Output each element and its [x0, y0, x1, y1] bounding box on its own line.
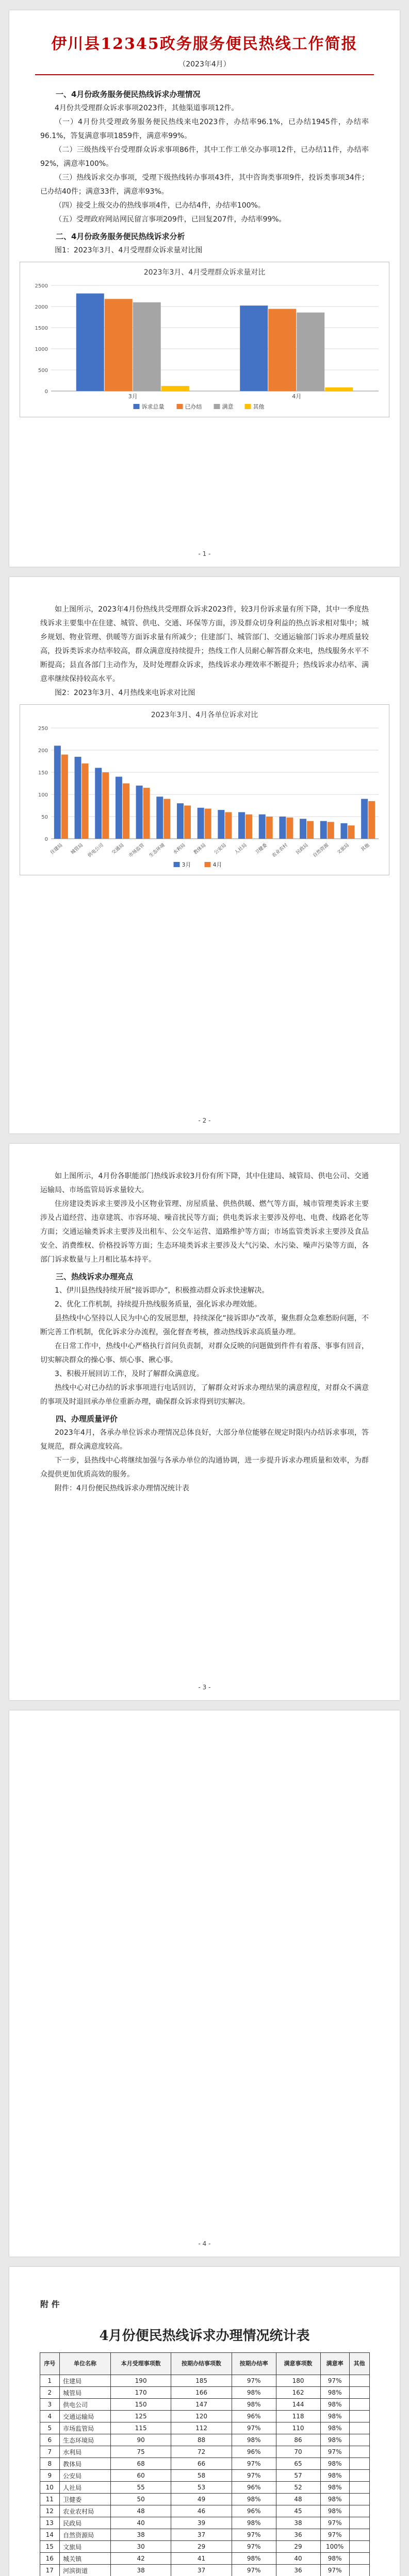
table-cell: 16	[40, 2553, 60, 2565]
table-header-cell: 满意事项数	[276, 2353, 320, 2375]
table-cell: 40	[110, 2517, 171, 2529]
y-tick-label: 0	[44, 837, 48, 842]
paragraph: 如上图所示，4月份各职能部门热线诉求较3月份有所下降，其中住建局、城管局、供电公司、交通运输局、市场监管局诉求量较大。	[40, 1172, 369, 1194]
bar	[297, 313, 324, 391]
table-cell: 13	[40, 2517, 60, 2529]
table-cell: 65	[276, 2458, 320, 2470]
table-header-cell: 其他	[349, 2353, 369, 2375]
paragraph: （四）接受上级交办的热线事项4件，已办结4件，办结率100%。	[55, 201, 265, 210]
bar	[123, 784, 129, 839]
y-tick-label: 500	[38, 368, 48, 374]
legend-label: 满意	[222, 403, 234, 410]
page-2-content	[9, 577, 400, 700]
table-cell: 96%	[232, 2505, 276, 2517]
table-cell: 城关镇	[60, 2553, 111, 2565]
table-cell	[349, 2529, 369, 2541]
legend-label: 3月	[182, 861, 191, 868]
table-row	[40, 2565, 369, 2576]
bar	[156, 796, 163, 839]
legend-label: 已办结	[185, 403, 202, 410]
table-cell	[349, 2422, 369, 2434]
table-row	[40, 2446, 369, 2458]
bar	[54, 745, 61, 839]
table-cell: 98%	[320, 2458, 349, 2470]
table-cell: 97%	[320, 2517, 349, 2529]
table-cell: 6	[40, 2434, 60, 2446]
table-cell: 生态环境局	[60, 2434, 111, 2446]
legend-label: 其他	[253, 403, 265, 410]
table-cell: 118	[276, 2411, 320, 2422]
table-row	[40, 2422, 369, 2434]
table-cell: 98%	[320, 2387, 349, 2399]
table-cell	[349, 2434, 369, 2446]
bar	[368, 801, 375, 839]
page-1-content	[9, 75, 400, 258]
x-tick-label: 自然资源	[312, 842, 330, 859]
table-cell: 97%	[320, 2446, 349, 2458]
table-cell: 68	[110, 2458, 171, 2470]
table-cell: 98%	[320, 2505, 349, 2517]
table-cell: 100%	[320, 2541, 349, 2553]
table-cell: 29	[276, 2541, 320, 2553]
bar	[102, 772, 109, 839]
y-tick-label: 50	[41, 815, 48, 820]
table-cell: 人社局	[60, 2482, 111, 2494]
table-cell: 162	[276, 2387, 320, 2399]
bar	[218, 810, 224, 839]
table-cell: 97%	[232, 2422, 276, 2434]
legend-swatch	[214, 404, 220, 409]
x-tick-label: 水利局	[172, 842, 187, 856]
figure-caption-2: 图2：2023年3月、4月热线来电诉求对比图	[55, 689, 195, 697]
legend-swatch	[174, 862, 180, 867]
table-cell: 14	[40, 2529, 60, 2541]
y-tick-label: 1500	[35, 326, 48, 331]
bar	[184, 806, 191, 839]
table-row	[40, 2482, 369, 2494]
table-cell: 公安局	[60, 2470, 111, 2482]
table-cell	[349, 2565, 369, 2576]
legend-label: 诉求总量	[141, 403, 165, 410]
table-cell	[349, 2375, 369, 2387]
bar	[198, 808, 204, 839]
list-item: 2、优化工作机制，持续提升热线服务质量，强化诉求办理效能。	[55, 1300, 261, 1309]
table-cell: 98%	[320, 2494, 349, 2505]
table-cell: 教体局	[60, 2458, 111, 2470]
section-heading-4: 四、办理质量评价	[56, 1414, 118, 1423]
chart-title: 2023年3月、4月受理群众诉求量对比	[143, 268, 266, 277]
section-heading-1: 一、4月份政务服务便民热线诉求办理情况	[56, 90, 201, 99]
legend-swatch	[205, 862, 211, 867]
table-cell: 97%	[320, 2529, 349, 2541]
table-cell	[349, 2387, 369, 2399]
table-header-cell: 本月受理事项数	[110, 2353, 171, 2375]
page-5	[9, 2267, 400, 2576]
table-cell: 120	[171, 2411, 232, 2422]
table-cell: 市场监管局	[60, 2422, 111, 2434]
bar	[320, 821, 327, 839]
section-heading-3: 三、热线诉求办理亮点	[56, 1272, 134, 1281]
bar	[268, 309, 296, 391]
x-tick-label: 民政局	[295, 842, 309, 856]
x-tick-label: 农业农村	[271, 842, 289, 859]
document-title: 伊川县12345政务服务便民热线工作简报	[51, 35, 358, 53]
table-cell: 98%	[232, 2399, 276, 2411]
table-cell: 60	[110, 2470, 171, 2482]
y-tick-label: 250	[38, 726, 48, 732]
chart-2-svg	[20, 705, 389, 875]
table-cell: 170	[110, 2387, 171, 2399]
x-tick-label: 人社局	[234, 842, 248, 856]
table-cell: 45	[276, 2505, 320, 2517]
y-tick-label: 200	[38, 748, 48, 754]
table-row	[40, 2494, 369, 2505]
table-cell: 97%	[232, 2375, 276, 2387]
table-cell: 58	[171, 2470, 232, 2482]
bar	[348, 825, 354, 839]
bar	[266, 817, 273, 839]
page-number: - 3 -	[198, 1684, 211, 1691]
bar	[300, 819, 306, 839]
list-item: 3、积极开展回访工作，及时了解群众满意度。	[55, 1370, 204, 1378]
table-cell: 36	[276, 2529, 320, 2541]
table-cell: 98%	[232, 2434, 276, 2446]
table-cell: 文旅局	[60, 2541, 111, 2553]
figure-caption-1: 图1：2023年3月、4月受理群众诉求量对比图	[55, 246, 203, 255]
table-row	[40, 2470, 369, 2482]
table-header-cell: 按期办结率	[232, 2353, 276, 2375]
table-row	[40, 2505, 369, 2517]
table-header-cell: 按期办结事项数	[171, 2353, 232, 2375]
table-cell: 75	[110, 2446, 171, 2458]
x-tick-label: 市场监管	[128, 842, 146, 859]
bar	[76, 294, 104, 391]
page-number: - 2 -	[198, 1117, 211, 1124]
table-cell: 98%	[232, 2553, 276, 2565]
table-header-cell: 单位名称	[60, 2353, 111, 2375]
table-cell: 37	[171, 2529, 232, 2541]
table-cell: 166	[171, 2387, 232, 2399]
bar	[161, 386, 189, 391]
table-cell: 112	[171, 2422, 232, 2434]
table-row	[40, 2517, 369, 2529]
bar	[163, 799, 170, 839]
table-cell: 96%	[232, 2411, 276, 2422]
table-cell	[349, 2553, 369, 2565]
table-cell	[349, 2470, 369, 2482]
bar	[286, 818, 293, 839]
table-row	[40, 2434, 369, 2446]
bar	[238, 812, 245, 839]
table-cell: 97%	[232, 2541, 276, 2553]
table-cell: 52	[276, 2482, 320, 2494]
table-cell: 88	[171, 2434, 232, 2446]
chart-1	[20, 262, 389, 417]
table-cell: 交通运输局	[60, 2411, 111, 2422]
page-2	[9, 577, 400, 1133]
x-tick-label: 生态环境	[148, 842, 166, 859]
table-cell: 41	[171, 2553, 232, 2565]
page-4	[9, 1710, 400, 2257]
y-tick-label: 2000	[35, 304, 48, 310]
table-cell: 97%	[232, 2458, 276, 2470]
table-cell: 水利局	[60, 2446, 111, 2458]
table-row	[40, 2541, 369, 2553]
y-tick-label: 100	[38, 792, 48, 798]
paragraph: 下一步，县热线中心将继续加强与各承办单位的沟通协调，进一步提升诉求办理质量和效率，为群众提供更加优质高效的服务。	[40, 1456, 369, 1479]
table-cell: 147	[171, 2399, 232, 2411]
page-3	[9, 1144, 400, 1700]
table-cell: 66	[171, 2458, 232, 2470]
paragraph: （三）热线诉求交办事项，受理下级热线转办事项43件，其中咨询类事项9件，投诉类事项34件；已办结40件；满意33件，满意率93%。	[40, 174, 369, 196]
paragraph: 2023年4月，各承办单位诉求办理情况总体良好，大部分单位能够在规定时限内办结诉求事项，答复规范，群众满意度较高。	[40, 1429, 369, 1451]
table-row	[40, 2375, 369, 2387]
legend-swatch	[245, 404, 251, 409]
bar	[225, 812, 232, 839]
bar	[340, 823, 347, 839]
paragraph: （一）4月份共受理政务服务便民热线来电2023件，办结率96.1%，已办结1945件，办结率96.1%，答复满意事项1859件，满意率99%。	[40, 118, 369, 140]
page-number: - 4 -	[198, 2240, 211, 2247]
bar	[205, 809, 211, 839]
table-cell	[349, 2541, 369, 2553]
x-tick-label: 卫健委	[254, 842, 269, 856]
table-cell: 110	[276, 2422, 320, 2434]
legend-label: 4月	[212, 861, 222, 868]
table-cell: 190	[110, 2375, 171, 2387]
table-cell: 2	[40, 2387, 60, 2399]
y-tick-label: 150	[38, 770, 48, 776]
table-cell	[349, 2399, 369, 2411]
paragraph: 住房建设类诉求主要涉及小区物业管理、房屋质量、供热供暖、燃气等方面，城市管理类诉求主要涉及占道经营、违章建筑、市容环境、噪音扰民等方面；供电类诉求主要涉及停电、电费、线路老化等方面；交通运输类诉求主要涉及出租车、公交车运营、道路维护等方面；市场监管类诉求主要涉及食品安全、消费维权、价格投诉等方面；生态环境类诉求主要涉及大气污染、水污染、噪声污染等方面，各部门诉求数量与上月相比基本持平。	[40, 1200, 369, 1264]
table-cell: 17	[40, 2565, 60, 2576]
table-cell: 55	[110, 2482, 171, 2494]
table-cell	[349, 2446, 369, 2458]
x-tick-label: 4月	[292, 393, 302, 400]
y-tick-label: 2500	[35, 283, 48, 289]
x-tick-label: 教体局	[193, 842, 207, 856]
table-cell: 29	[171, 2541, 232, 2553]
table-cell: 86	[276, 2434, 320, 2446]
table-cell	[349, 2505, 369, 2517]
table-cell: 70	[276, 2446, 320, 2458]
table-cell: 7	[40, 2446, 60, 2458]
table-cell: 12	[40, 2505, 60, 2517]
table-cell: 50	[110, 2494, 171, 2505]
table-cell: 自然资源局	[60, 2529, 111, 2541]
bar	[246, 815, 252, 839]
table-cell: 96%	[232, 2482, 276, 2494]
table-header-cell: 满意率	[320, 2353, 349, 2375]
table-header-cell: 序号	[40, 2353, 60, 2375]
table-cell	[349, 2411, 369, 2422]
section-heading-2: 二、4月份政务服务便民热线诉求分析	[56, 232, 185, 241]
document-subtitle: （2023年4月）	[178, 60, 231, 69]
table-cell: 城管局	[60, 2387, 111, 2399]
bar	[259, 815, 266, 839]
table-cell: 3	[40, 2399, 60, 2411]
table-cell: 185	[171, 2375, 232, 2387]
table-cell: 98%	[232, 2387, 276, 2399]
x-tick-label: 文旅局	[336, 842, 350, 856]
table-cell: 98%	[320, 2482, 349, 2494]
table-row	[40, 2411, 369, 2422]
attachment-note: 附件：4月份便民热线诉求办理情况统计表	[55, 1484, 189, 1493]
x-tick-label: 3月	[128, 393, 138, 400]
table-cell: 30	[110, 2541, 171, 2553]
paragraph: 4月份共受理群众诉求事项2023件，其他渠道事项12件。	[55, 104, 239, 112]
table-cell	[349, 2482, 369, 2494]
table-cell: 96%	[232, 2446, 276, 2458]
legend-swatch	[134, 404, 140, 409]
x-tick-label: 公安局	[213, 842, 227, 856]
x-tick-label: 住建局	[50, 842, 64, 856]
table-cell: 9	[40, 2470, 60, 2482]
table-cell: 供电公司	[60, 2399, 111, 2411]
bar	[75, 757, 81, 839]
bar	[325, 387, 353, 391]
table-cell: 38	[110, 2565, 171, 2576]
bar	[279, 817, 286, 839]
table-cell: 115	[110, 2422, 171, 2434]
bar	[307, 821, 314, 839]
table-cell: 37	[171, 2565, 232, 2576]
legend-swatch	[177, 404, 183, 409]
paragraph: 在日常工作中，热线中心严格执行首问负责制，对群众反映的问题做到件件有着落、事事有回音，切实解决群众的操心事、烦心事、揪心事。	[40, 1342, 369, 1364]
table-cell: 98%	[320, 2399, 349, 2411]
table-cell: 农业农村局	[60, 2505, 111, 2517]
bar	[177, 803, 184, 839]
bar	[240, 306, 268, 391]
table-cell: 11	[40, 2494, 60, 2505]
table-cell: 53	[171, 2482, 232, 2494]
y-tick-label: 0	[44, 389, 48, 395]
page-3-content	[9, 1144, 400, 1496]
table-cell: 10	[40, 2482, 60, 2494]
bar	[361, 799, 368, 839]
table-cell: 5	[40, 2422, 60, 2434]
bar	[136, 786, 143, 839]
page-1	[9, 10, 400, 567]
table-cell: 民政局	[60, 2517, 111, 2529]
table-cell	[349, 2494, 369, 2505]
table-cell: 150	[110, 2399, 171, 2411]
x-tick-label: 供电公司	[87, 842, 105, 859]
table-cell: 97%	[232, 2470, 276, 2482]
paragraph: （五）受理政府网站网民留言事项209件，已回复207件，办结率99%。	[55, 215, 286, 224]
bar	[328, 822, 334, 839]
page-number: - 1 -	[198, 550, 211, 557]
table-cell: 97%	[320, 2375, 349, 2387]
table-cell: 36	[276, 2565, 320, 2576]
paragraph: （二）三级热线平台受理群众诉求事项86件，其中工作工单交办事项12件，已办结11件，办结率92%，满意率100%。	[40, 146, 369, 168]
table-cell: 90	[110, 2434, 171, 2446]
table-cell: 15	[40, 2541, 60, 2553]
table-cell: 48	[276, 2494, 320, 2505]
table-cell: 1	[40, 2375, 60, 2387]
chart-2	[20, 704, 389, 875]
table-cell: 49	[171, 2494, 232, 2505]
table-cell: 38	[276, 2517, 320, 2529]
paragraph: 热线中心对已办结的诉求事项进行电话回访，了解群众对诉求办理结果的满意程度，对群众不满意的事项及时退回承办单位重新办理，确保群众诉求得到切实解决。	[40, 1384, 369, 1406]
table-cell: 180	[276, 2375, 320, 2387]
table-cell: 98%	[320, 2422, 349, 2434]
table-cell: 38	[110, 2529, 171, 2541]
table-cell: 48	[110, 2505, 171, 2517]
list-item: 1、伊川县热线持续开展“接诉即办”，积极推动群众诉求快速解决。	[55, 1286, 269, 1295]
bar	[95, 768, 102, 839]
table-cell: 72	[171, 2446, 232, 2458]
paragraph: 如上图所示，2023年4月份热线共受理群众诉求2023件，较3月份诉求量有所下降，其中一季度热线诉求主要集中在住建、城管、供电、交通、环保等方面，涉及群众切身利益的热点诉求相对集中；城乡规划、物业管理、供暖等方面诉求量有所减少；住建部门、城管部门、交通运输部门诉求办理质量较高，投诉类诉求办结率较高，群众满意度持续提升；热线工作人员耐心解答群众来电，热线服务水平不断提高；县直各部门主动作为，及时处理群众诉求，热线诉求办理效率不断提升；热线诉求办结率、满意率继续保持较高水平。	[40, 605, 369, 683]
table-cell: 97%	[232, 2529, 276, 2541]
paragraph: 县热线中心坚持以人民为中心的发展思想，持续深化“接诉即办”改革，聚焦群众急难愁盼问题，不断完善工作机制，优化诉求分办流程，强化督查考核，推动热线诉求高质量办理。	[40, 1314, 369, 1336]
table-cell: 97%	[320, 2565, 349, 2576]
table-cell: 42	[110, 2553, 171, 2565]
annex-table-part-1	[40, 2352, 370, 2576]
table-cell: 98%	[232, 2494, 276, 2505]
table-row	[40, 2399, 369, 2411]
table-cell	[349, 2517, 369, 2529]
table-row	[40, 2553, 369, 2565]
x-tick-label: 城管局	[70, 842, 85, 856]
table-cell: 98%	[232, 2517, 276, 2529]
x-tick-label: 其他	[360, 842, 371, 853]
bar	[61, 755, 68, 839]
table-cell: 河滨街道	[60, 2565, 111, 2576]
table-cell: 57	[276, 2470, 320, 2482]
chart-1-svg	[20, 262, 389, 417]
table-cell: 39	[171, 2517, 232, 2529]
bar	[133, 302, 161, 391]
bar	[116, 777, 122, 839]
table-cell: 97%	[232, 2565, 276, 2576]
x-tick-label: 交通局	[111, 842, 125, 856]
table-row	[40, 2458, 369, 2470]
table-cell: 98%	[320, 2553, 349, 2565]
table-cell: 住建局	[60, 2375, 111, 2387]
table-cell: 4	[40, 2411, 60, 2422]
y-tick-label: 1000	[35, 347, 48, 352]
chart-title: 2023年3月、4月各单位诉求对比	[151, 711, 258, 719]
table-cell: 8	[40, 2458, 60, 2470]
table-cell: 40	[276, 2553, 320, 2565]
table-cell: 98%	[320, 2411, 349, 2422]
annex-title: 4月份便民热线诉求办理情况统计表	[99, 2328, 310, 2344]
table-cell: 卫健委	[60, 2494, 111, 2505]
table-header-row	[40, 2353, 369, 2375]
table-cell: 98%	[320, 2470, 349, 2482]
table-cell: 98%	[320, 2434, 349, 2446]
bar	[105, 299, 133, 391]
table-cell: 125	[110, 2411, 171, 2422]
bar	[143, 788, 150, 839]
table-cell	[349, 2458, 369, 2470]
table-row	[40, 2529, 369, 2541]
table-cell: 144	[276, 2399, 320, 2411]
table-cell: 46	[171, 2505, 232, 2517]
table-row	[40, 2387, 369, 2399]
annex-label: 附 件	[40, 2299, 60, 2309]
bar	[82, 764, 89, 839]
